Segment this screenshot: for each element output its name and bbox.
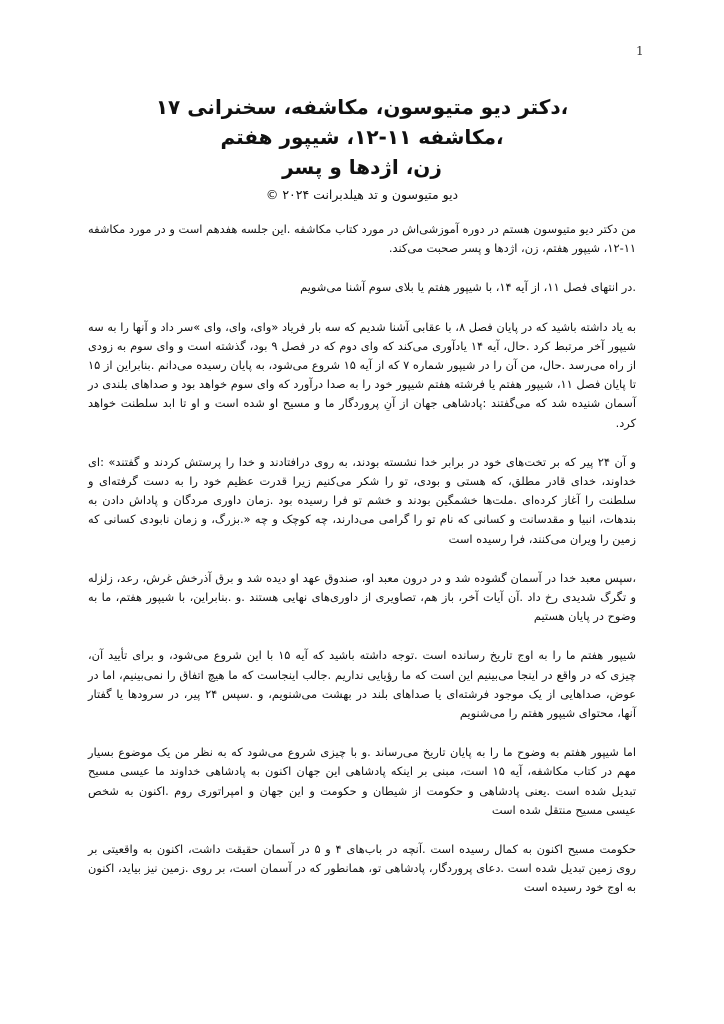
- page-number: 1: [636, 44, 644, 58]
- body-text: [88, 220, 636, 918]
- paragraph-5: ،سپس معبد خدا در آسمان گشوده شد و در درون معبد او، صندوق عهد او دیده شد و برق آذرخش غرش، رعد، زلزله و تگرگ شدیدی رخ داد .آن آیات آخر، باز هم، تصاویری از داوری‌های نهایی هستند .و .بنابراین، با شیپور هفتم، ما به وضوح در پایان هستیم: [88, 570, 636, 624]
- document-title-line-2: ،مکاشفه ۱۱-۱۲، شیپور هفتم: [220, 125, 504, 149]
- document-title-line-3: زن، اژدها و پسر: [282, 155, 442, 179]
- document-title-line-1: ،دکتر دیو متیوسون، مکاشفه، سخنرانی ۱۷: [155, 95, 569, 119]
- paragraph-1: من دکتر دیو متیوسون هستم در دوره آموزشی‌اش در مورد کتاب مکاشفه .این جلسه هفدهم است و در مورد مکاشفه ۱۱-۱۲، شیپور هفتم، زن، اژدها و پسر صحبت می‌کند.: [88, 222, 636, 256]
- paragraph-2: .در انتهای فصل ۱۱، از آیه ۱۴، با شیپور هفتم یا بلای سوم آشنا می‌شویم: [300, 280, 636, 295]
- paragraph-3: به یاد داشته باشید که در پایان فصل ۸، با عقابی آشنا شدیم که سه بار فریاد «وای، وای، وای »سر داد و آنها را به سه شیپور آخر مرتبط کرد .حال، آیه ۱۴ یادآوری می‌کند که وای دوم که در فصل ۹ بود، گذشته است و وای سوم به زودی از راه می‌رسد .حال، من آن را در شیپور شماره ۷ که از آیه ۱۵ شروع می‌شود، به پایان رسیده می‌دانم .بنابراین از ۱۵ تا پایان فصل ۱۱، شیپور هفتم یا فرشته هفتم شیپور خود را به صدا درآورد که وای سوم خواهد بود و صداهای بلندی در آسمان شنیده شد که می‌گفتند :پادشاهی جهان از آنِ پروردگار ما و مسیح او شده است و او تا ابد سلطنت خواهد کرد.: [88, 319, 637, 430]
- paragraph-8: حکومت مسیح اکنون به کمال رسیده است .آنچه در باب‌های ۴ و ۵ در آسمان حقیقت داشت، اکنون به واقعیتی بر روی زمین تبدیل شده است .دعای پروردگار، پادشاهی تو، همانطور که در آسمان است، بر روی .زمین نیز بیاید، اکنون به اوج خود رسیده است: [88, 842, 636, 895]
- author-copyright: دیو متیوسون و تد هیلدبرانت ۲۰۲۴ ©: [265, 187, 459, 202]
- paragraph-6: شیپور هفتم ما را به اوج تاریخ رسانده است .توجه داشته باشید که آیه ۱۵ با این شروع می‌شود، و برای تأیید آن، چیزی که در واقع در اینجا می‌بینیم این است که ما رؤیایی نداریم .جالب اینجاست که ما هیچ اتفاق را نمی‌بینیم، اما در عوض، صداهایی از یک موجود فرشته‌ای یا صداهای بلند در بهشت می‌شنویم، و .سپس ۲۴ پیر، در سرودها یا گفتار آنها، محتوای شیپور هفتم را می‌شنویم: [88, 648, 637, 721]
- paragraph-4: و آن ۲۴ پیر که بر تخت‌های خود در برابر خدا نشسته بودند، به روی درافتادند و خدا را پرستش کردند و گفتند» :ای خداوند، خدای قادر مطلق، که هستی و بودی، تو را شکر می‌کنیم زیرا قدرت عظیم خود را به دست گرفته‌ای و سلطنت را آغاز کرده‌ای .ملت‌ها خشمگین بودند و خشم تو فرا رسیده بود .زمان داوری مردگان و پاداش دادن به بندهات، انبیا و مقدسانت و کسانی که نام تو را گرامی می‌دارند، چه کوچک و چه «.بزرگ، و زمان نابودی کسانی که زمین را ویران می‌کنند، فرا رسیده است: [88, 454, 636, 546]
- title-block: [60, 92, 664, 204]
- paragraph-7: اما شیپور هفتم به وضوح ما را به پایان تاریخ می‌رساند .و با چیزی شروع می‌شود که به نظر من یک موضوع بسیار مهم در کتاب مکاشفه، آیه ۱۵ است، مبنی بر اینکه پادشاهی این جهان اکنون به پادشاهی خداوند ما عیسی مسیح تبدیل شده است .یعنی پادشاهی و حکومت از شیطان و حکومت و این جهان و امپراتوری روم .اکنون به شخص عیسی مسیح منتقل شده است: [88, 745, 636, 817]
